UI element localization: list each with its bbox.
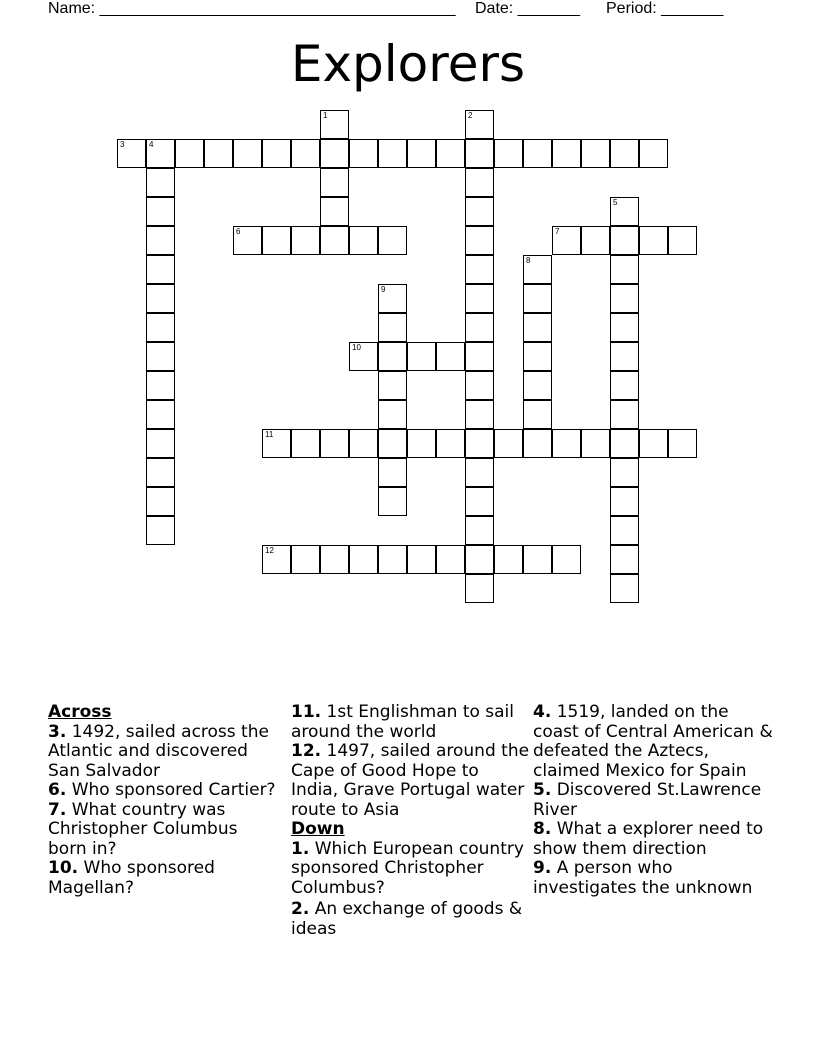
grid-cell[interactable] [610,516,639,545]
across-heading: Across [48,702,112,722]
clue-number: 2 [468,111,473,120]
grid-cell[interactable] [523,255,552,284]
grid-cell[interactable] [465,139,494,168]
grid-cell[interactable] [465,516,494,545]
grid-cell[interactable] [291,226,320,255]
grid-cell[interactable] [349,139,378,168]
grid-cell[interactable] [465,371,494,400]
grid-cell[interactable] [320,429,349,458]
grid-cell[interactable] [175,139,204,168]
grid-cell[interactable] [291,429,320,458]
grid-cell[interactable] [465,226,494,255]
name-field[interactable]: Name: ________________________________________ [48,0,456,17]
grid-cell[interactable] [465,255,494,284]
grid-cell[interactable] [233,226,262,255]
grid-cell[interactable] [262,545,291,574]
grid-cell[interactable] [146,371,175,400]
grid-cell[interactable] [146,168,175,197]
worksheet-header [0,0,816,22]
grid-cell[interactable] [146,487,175,516]
grid-cell[interactable] [146,139,175,168]
grid-cell[interactable] [581,429,610,458]
grid-cell[interactable] [610,458,639,487]
clue-number: 6 [236,227,241,236]
grid-cell[interactable] [146,284,175,313]
grid-cell[interactable] [407,342,436,371]
grid-cell[interactable] [378,313,407,342]
grid-cell[interactable] [610,400,639,429]
grid-cell[interactable] [523,313,552,342]
grid-cell[interactable] [552,226,581,255]
clue-down-2: 2. An exchange of goods & ideas [291,899,523,939]
grid-cell[interactable] [320,197,349,226]
grid-cell[interactable] [320,545,349,574]
grid-cell[interactable] [407,429,436,458]
clue-number: 3 [120,140,125,149]
grid-cell[interactable] [465,545,494,574]
grid-cell[interactable] [494,139,523,168]
grid-cell[interactable] [349,342,378,371]
grid-cell[interactable] [465,110,494,139]
grid-cell[interactable] [610,574,639,603]
clue-across-6: 6. Who sponsored Cartier? [48,780,276,800]
grid-cell[interactable] [523,139,552,168]
grid-cell[interactable] [320,168,349,197]
grid-cell[interactable] [610,284,639,313]
grid-cell[interactable] [465,168,494,197]
grid-cell[interactable] [610,313,639,342]
grid-cell[interactable] [146,429,175,458]
grid-cell[interactable] [581,226,610,255]
grid-cell[interactable] [320,226,349,255]
grid-cell[interactable] [610,342,639,371]
grid-cell[interactable] [552,429,581,458]
grid-cell[interactable] [465,284,494,313]
date-field[interactable]: Date: _______ [475,0,580,17]
grid-cell[interactable] [436,342,465,371]
grid-cell[interactable] [552,545,581,574]
grid-cell[interactable] [465,313,494,342]
grid-cell[interactable] [523,284,552,313]
grid-cell[interactable] [494,429,523,458]
clue-down-4: 4. 1519, landed on the coast of Central American & defeated the Aztecs, claimed Mexico for Spain [533,702,773,781]
grid-cell[interactable] [610,139,639,168]
clue-number: 9 [381,285,386,294]
period-field[interactable]: Period: _______ [606,0,724,17]
grid-cell[interactable] [465,400,494,429]
grid-cell[interactable] [436,545,465,574]
clue-number: 12 [265,546,274,555]
grid-cell[interactable] [552,139,581,168]
grid-cell[interactable] [523,545,552,574]
grid-cell[interactable] [465,197,494,226]
grid-cell[interactable] [465,342,494,371]
clue-number: 4 [149,140,154,149]
grid-cell[interactable] [349,226,378,255]
down-heading: Down [291,819,345,839]
grid-cell[interactable] [378,371,407,400]
clue-down-5: 5. Discovered St.Lawrence River [533,780,762,820]
grid-cell[interactable] [639,429,668,458]
grid-cell[interactable] [262,429,291,458]
clue-number: 7 [555,227,560,236]
clue-down-1: 1. Which European country sponsored Christopher Columbus? [291,838,524,898]
grid-cell[interactable] [523,371,552,400]
grid-cell[interactable] [378,545,407,574]
grid-cell[interactable] [233,139,262,168]
clue-across-3: 3. 1492, sailed across the Atlantic and discovered San Salvador [48,721,269,781]
clue-across-10: 10. Who sponsored Magellan? [48,858,215,898]
grid-cell[interactable] [494,545,523,574]
grid-cell[interactable] [436,139,465,168]
grid-cell[interactable] [407,545,436,574]
grid-cell[interactable] [146,197,175,226]
grid-cell[interactable] [349,429,378,458]
grid-cell[interactable] [320,139,349,168]
grid-cell[interactable] [378,226,407,255]
grid-cell[interactable] [465,487,494,516]
clue-column-2 [291,703,531,939]
grid-cell[interactable] [146,226,175,255]
grid-cell[interactable] [523,400,552,429]
grid-cell[interactable] [610,226,639,255]
grid-cell[interactable] [349,545,378,574]
grid-cell[interactable] [262,226,291,255]
clue-across-12: 12. 1497, sailed around the Cape of Good Hope to India, Grave Portugal water route to Asia [291,741,530,820]
grid-cell[interactable] [204,139,233,168]
grid-cell[interactable] [146,342,175,371]
grid-cell[interactable] [465,458,494,487]
grid-cell[interactable] [146,458,175,487]
grid-cell[interactable] [465,574,494,603]
clue-number: 5 [613,198,618,207]
grid-cell[interactable] [146,255,175,284]
grid-cell[interactable] [639,226,668,255]
clue-down-8: 8. What a explorer need to show them direction [533,819,764,859]
grid-cell[interactable] [581,139,610,168]
grid-cell[interactable] [262,139,291,168]
grid-cell[interactable] [378,458,407,487]
grid-cell[interactable] [291,139,320,168]
clue-number: 1 [323,111,328,120]
grid-cell[interactable] [610,487,639,516]
clue-across-7: 7. What country was Christopher Columbus born in? [48,799,238,859]
grid-cell[interactable] [378,400,407,429]
grid-cell[interactable] [378,342,407,371]
clue-column-1 [48,703,278,898]
clue-number: 10 [352,343,361,352]
grid-cell[interactable] [117,139,146,168]
grid-cell[interactable] [378,139,407,168]
grid-cell[interactable] [436,429,465,458]
grid-cell[interactable] [610,545,639,574]
grid-cell[interactable] [668,226,697,255]
clue-number: 11 [265,430,274,439]
grid-cell[interactable] [523,342,552,371]
grid-cell[interactable] [378,487,407,516]
page-title: Explorers [290,35,526,93]
grid-cell[interactable] [407,139,436,168]
grid-cell[interactable] [378,284,407,313]
clue-column-3 [533,703,773,898]
grid-cell[interactable] [291,545,320,574]
grid-cell[interactable] [610,255,639,284]
grid-cell[interactable] [668,429,697,458]
grid-cell[interactable] [146,516,175,545]
grid-cell[interactable] [523,429,552,458]
grid-cell[interactable] [378,429,407,458]
grid-cell[interactable] [610,371,639,400]
grid-cell[interactable] [146,313,175,342]
grid-cell[interactable] [610,429,639,458]
clue-down-9: 9. A person who investigates the unknown [533,858,753,898]
grid-cell[interactable] [610,197,639,226]
grid-cell[interactable] [465,429,494,458]
clue-across-11: 11. 1st Englishman to sail around the world [291,702,515,742]
grid-cell[interactable] [639,139,668,168]
grid-cell[interactable] [320,110,349,139]
grid-cell[interactable] [146,400,175,429]
clue-number: 8 [526,256,531,265]
